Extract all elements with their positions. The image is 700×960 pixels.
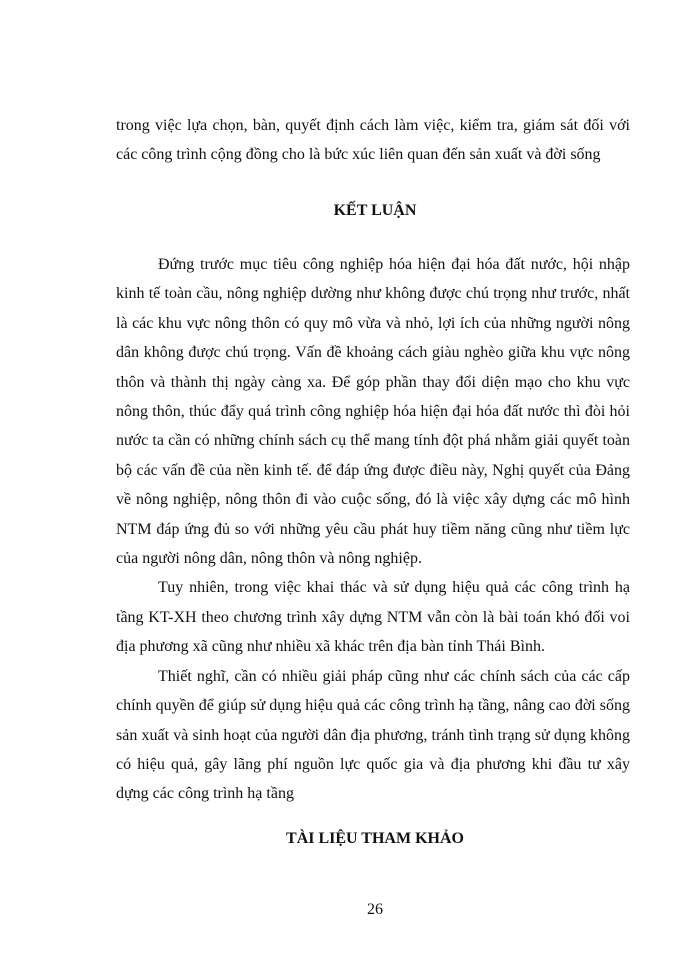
conclusion-heading: KẾT LUẬN: [333, 202, 417, 219]
intro-paragraph-block: [116, 111, 630, 170]
conclusion-paragraph-1: Đứng trước mục tiêu công nghiệp hóa hiện đại hóa đất nước, hội nhập kinh tế toàn cầu, nông nghiệp dường như không được chú trọng như trước, nhất là các khu vực nông thôn có quy mô vừa và nhỏ, lợi ích của những người nông dân không được chú trọng. Vấn đề khoảng cách giàu nghèo giữa khu vực nông thôn và thành thị ngày càng xa. Để góp phần thay đổi diện mạo cho khu vực nông thôn, thúc đẩy quá trình công nghiệp hóa hiện đại hóa đất nước thì đòi hỏi nước ta cần có những chính sách cụ thể mang tính đột phá nhằm giải quyết toàn bộ các vấn đề của nền kinh tế. để đáp ứng được điều này, Nghị quyết của Đảng về nông nghiệp, nông thôn đi vào cuộc sống, đó là việc xây dựng các mô hình NTM đáp ứng đủ so với những yêu cầu phát huy tiềm năng cũng như tiềm lực của người nông dân, nông thôn và nông nghiệp.: [116, 256, 630, 568]
references-heading: TÀI LIỆU THAM KHẢO: [286, 830, 464, 847]
conclusion-paragraph-2: Tuy nhiên, trong việc khai thác và sử dụng hiệu quả các công trình hạ tầng KT-XH theo chương trình xây dựng NTM vẫn còn là bài toán khó đối voi địa phương xã cũng như nhiều xã khác trên địa bàn tỉnh Thái Bình.: [116, 579, 630, 656]
intro-paragraph: trong việc lựa chọn, bàn, quyết định cách làm việc, kiểm tra, giám sát đối với các công trình cộng đồng cho là bức xúc liên quan đến sản xuất và đời sống: [116, 117, 630, 164]
conclusion-body: [116, 250, 630, 809]
page-number: 26: [367, 901, 383, 918]
conclusion-paragraph-3: Thiết nghĩ, cần có nhiều giải pháp cũng như các chính sách của các cấp chính quyền để giúp sử dụng hiệu quả các công trình hạ tầng, nâng cao đời sống sản xuất và sinh hoạt của người dân địa phương, tránh tình trạng sử dụng không có hiệu quả, gây lãng phí nguồn lực quốc gia và địa phương khi đầu tư xây dựng các công trình hạ tầng: [116, 667, 630, 803]
